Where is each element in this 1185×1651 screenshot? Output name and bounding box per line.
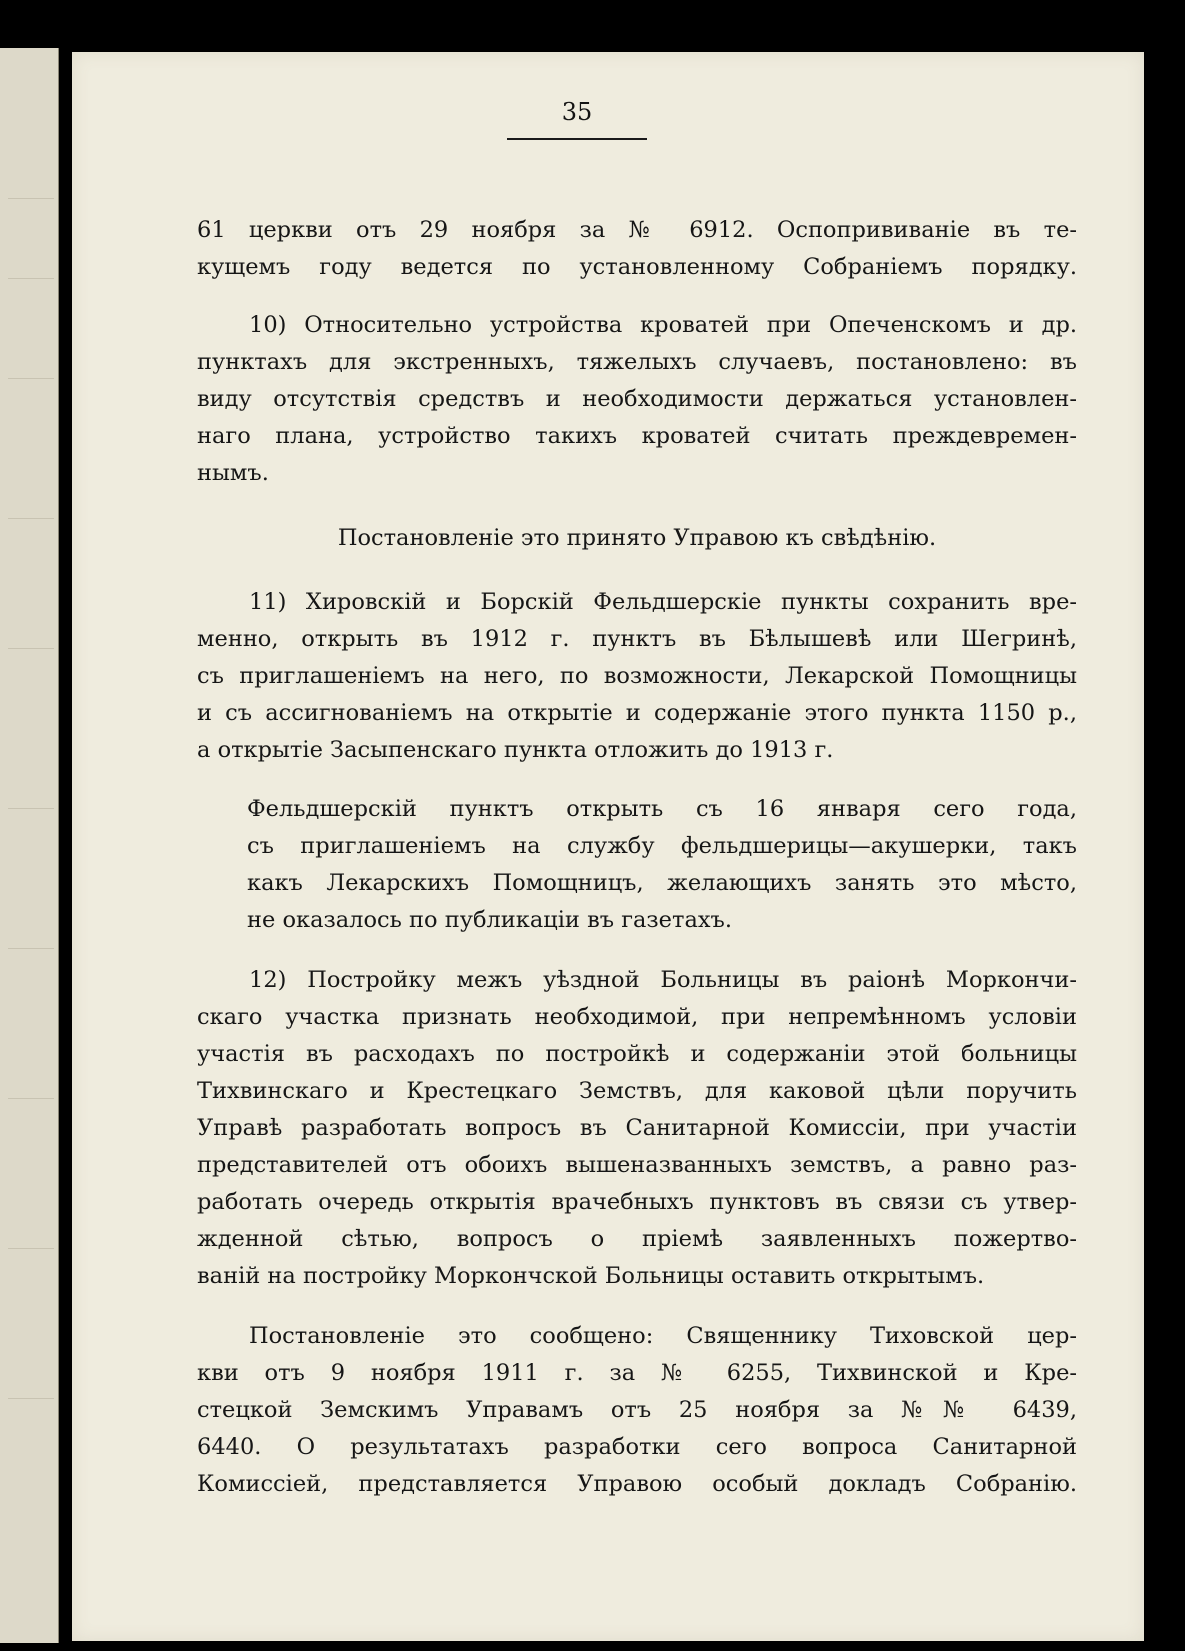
- text-line: съ приглашеніемъ на него, по возможности, Лекарской Помощницы: [197, 663, 1077, 689]
- text-line: не оказалось по публикаціи въ газетахъ.: [247, 907, 733, 933]
- text-line: жденной сѣтью, вопросъ о пріемѣ заявленныхъ пожертво-: [197, 1226, 1077, 1252]
- text-line: скаго участка признать необходимой, при непремѣнномъ условіи: [197, 1004, 1077, 1030]
- text-line: Управѣ разработать вопросъ въ Санитарной Комиссіи, при участіи: [197, 1115, 1077, 1141]
- text-line: съ приглашеніемъ на службу фельдшерицы—акушерки, такъ: [247, 833, 1077, 859]
- text-line: стецкой Земскимъ Управамъ отъ 25 ноября за №№ 6439,: [197, 1397, 1077, 1423]
- text-line: Комиссіей, представляется Управою особый докладъ Собранію.: [197, 1471, 1077, 1497]
- text-line: 11) Хировскій и Борскій Фельдшерскіе пункты сохранить вре-: [249, 589, 1077, 615]
- text-line: а открытіе Засыпенскаго пункта отложить до 1913 г.: [197, 737, 834, 763]
- page-number: 35: [561, 98, 593, 126]
- text-line: виду отсутствія средствъ и необходимости держаться установлен-: [197, 386, 1077, 412]
- text-line: пунктахъ для экстренныхъ, тяжелыхъ случаевъ, постановлено: въ: [197, 349, 1077, 375]
- text-line: наго плана, устройство такихъ кроватей считать преждевремен-: [197, 423, 1077, 449]
- text-line: Тихвинскаго и Крестецкаго Земствъ, для каковой цѣли поручить: [197, 1078, 1077, 1104]
- text-line: 10) Относительно устройства кроватей при Опеченскомъ и др.: [249, 312, 1077, 338]
- text-line: представителей отъ обоихъ вышеназванныхъ земствъ, а равно раз-: [197, 1152, 1077, 1178]
- text-line: работать очередь открытія врачебныхъ пунктовъ въ связи съ утвер-: [197, 1189, 1077, 1215]
- text-line: 61 церкви отъ 29 ноября за № 6912. Оспопрививаніе въ те-: [197, 217, 1077, 243]
- text-line: Фельдшерскій пунктъ открыть съ 16 января сего года,: [247, 796, 1077, 822]
- previous-page-edge: [0, 48, 59, 1643]
- text-line: менно, открыть въ 1912 г. пунктъ въ Бѣлышевѣ или Шегринѣ,: [197, 626, 1077, 652]
- text-line: 12) Постройку межъ уѣздной Больницы въ раіонѣ Моркончи-: [249, 967, 1077, 993]
- text-line: кущемъ году ведется по установленному Собраніемъ порядку.: [197, 254, 1077, 280]
- text-line: участія въ расходахъ по постройкѣ и содержаніи этой больницы: [197, 1041, 1077, 1067]
- page-number-rule: [507, 138, 647, 140]
- text-line: Постановленіе это принято Управою къ свѣдѣнію.: [337, 525, 937, 551]
- text-line: кви отъ 9 ноября 1911 г. за № 6255, Тихвинской и Кре-: [197, 1360, 1077, 1386]
- text-line: 6440. О результатахъ разработки сего вопроса Санитарной: [197, 1434, 1077, 1460]
- document-page: [72, 52, 1144, 1641]
- text-line: нымъ.: [197, 460, 269, 486]
- text-line: Постановленіе это сообщено: Священнику Тиховской цер-: [249, 1323, 1077, 1349]
- text-line: ваній на постройку Моркончской Больницы оставить открытымъ.: [197, 1263, 985, 1289]
- text-line: и съ ассигнованіемъ на открытіе и содержаніе этого пункта 1150 р.,: [197, 700, 1077, 726]
- text-line: какъ Лекарскихъ Помощницъ, желающихъ занять это мѣсто,: [247, 870, 1077, 896]
